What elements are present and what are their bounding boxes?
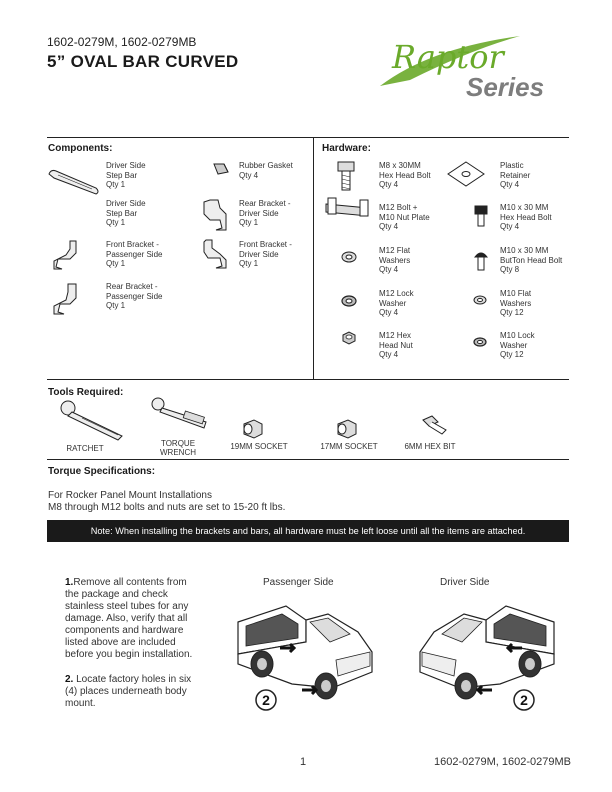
tool-label-ratchet: RATCHET xyxy=(66,444,104,453)
socket-17mm-icon xyxy=(334,418,358,440)
plastic-retainer-icon xyxy=(446,160,486,188)
header-part-numbers: 1602-0279M, 1602-0279MB xyxy=(47,35,197,49)
torque-title: Torque Specifications: xyxy=(48,466,156,477)
hardware-item-4: M12 Hex Head Nut Qty 4 xyxy=(379,331,413,359)
step-bar-icon xyxy=(46,166,101,196)
note-banner: Note: When installing the brackets and bars, all hardware must be left loose until all the items are attached. xyxy=(47,520,569,542)
component-item-6: Front Bracket - Driver Side Qty 1 xyxy=(239,240,292,268)
hardware-item-1: M12 Bolt + M10 Nut Plate Qty 4 xyxy=(379,203,430,231)
tool-label-19mm-socket: 19MM SOCKET xyxy=(230,442,288,451)
hardware-item-3: M12 Lock Washer Qty 4 xyxy=(379,289,414,317)
torque-rule xyxy=(47,459,569,460)
components-title: Components: xyxy=(48,143,113,154)
bolt-nut-plate-icon xyxy=(322,196,374,222)
component-item-4: Rubber Gasket Qty 4 xyxy=(239,161,293,180)
torque-text xyxy=(48,490,285,514)
footer-part-numbers: 1602-0279M, 1602-0279MB xyxy=(434,756,571,768)
driver-side-truck-illustration xyxy=(410,592,560,712)
rear-bracket-passenger-icon xyxy=(52,282,82,318)
m10-hex-bolt-icon xyxy=(474,205,488,229)
tool-label-6mm-hex-bit: 6MM HEX BIT xyxy=(404,442,456,451)
column-divider xyxy=(313,138,314,379)
component-item-0: Driver Side Step Bar Qty 1 xyxy=(106,161,146,189)
hex-nut-icon xyxy=(340,331,358,345)
hardware-title: Hardware: xyxy=(322,143,371,154)
callout-number-passenger: 2 xyxy=(262,692,270,708)
button-head-bolt-icon xyxy=(474,250,488,272)
hex-bit-icon xyxy=(420,414,450,436)
component-item-1: Driver Side Step Bar Qty 1 xyxy=(106,199,146,227)
hardware-item-9: M10 Lock Washer Qty 12 xyxy=(500,331,535,359)
passenger-side-label: Passenger Side xyxy=(263,577,334,588)
hex-bolt-icon xyxy=(335,160,357,192)
m10-flat-washer-icon xyxy=(472,294,488,306)
torque-line-2: M8 through M12 bolts and nuts are set to 15-20 ft lbs. xyxy=(48,502,286,513)
tool-label-17mm-socket: 17MM SOCKET xyxy=(320,442,378,451)
driver-side-label: Driver Side xyxy=(440,577,490,588)
torque-wrench-icon xyxy=(150,396,212,430)
step-1: 1.Remove all contents from the package and check stainless steel tubes for any damage. Also, verify that all components and hardware listed above are included before you begin installation. xyxy=(65,577,193,660)
m10-lock-washer-icon xyxy=(472,336,488,348)
logo-sub: Series xyxy=(466,72,545,102)
component-item-3: Rear Bracket - Passenger Side Qty 1 xyxy=(106,282,163,310)
rear-bracket-driver-icon xyxy=(198,198,228,234)
hardware-item-8: M10 Flat Washers Qty 12 xyxy=(500,289,532,317)
tools-rule xyxy=(47,379,569,380)
ratchet-icon xyxy=(58,398,128,442)
page-title: 5” OVAL BAR CURVED xyxy=(47,52,239,71)
torque-line-1: For Rocker Panel Mount Installations xyxy=(48,490,212,501)
lock-washer-icon xyxy=(340,294,358,308)
callout-number-driver: 2 xyxy=(520,692,528,708)
component-item-5: Rear Bracket - Driver Side Qty 1 xyxy=(239,199,291,227)
hardware-item-6: M10 x 30 MM Hex Head Bolt Qty 4 xyxy=(500,203,552,231)
flat-washer-icon xyxy=(340,250,358,264)
tool-label-torque-wrench: TORQUE WRENCH xyxy=(160,439,196,457)
logo-word: Raptor xyxy=(392,38,504,76)
passenger-side-truck-illustration xyxy=(232,592,382,712)
top-rule xyxy=(47,137,569,138)
hardware-item-7: M10 x 30 MM ButTon Head Bolt Qty 8 xyxy=(500,246,563,274)
rubber-gasket-icon xyxy=(208,160,236,180)
step-2-number: 2. xyxy=(65,674,74,685)
step-1-number: 1. xyxy=(65,577,74,588)
tools-title: Tools Required: xyxy=(48,387,124,398)
front-bracket-driver-icon xyxy=(198,238,228,274)
step-2: 2. Locate factory holes in six (4) places underneath body mount. xyxy=(65,674,192,709)
raptor-series-logo xyxy=(370,28,580,106)
hardware-item-0: M8 x 30MM Hex Head Bolt Qty 4 xyxy=(379,161,431,189)
page-number: 1 xyxy=(300,756,307,768)
front-bracket-passenger-icon xyxy=(52,239,82,273)
socket-19mm-icon xyxy=(240,418,264,440)
component-item-2: Front Bracket - Passenger Side Qty 1 xyxy=(106,240,163,268)
hardware-item-5: Plastic Retainer Qty 4 xyxy=(500,161,531,189)
hardware-item-2: M12 Flat Washers Qty 4 xyxy=(379,246,411,274)
